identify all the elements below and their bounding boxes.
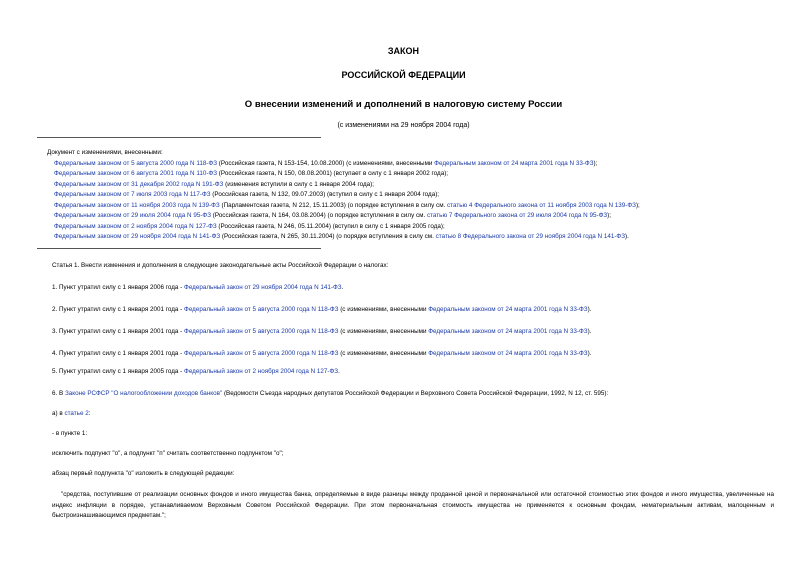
amendments-heading: Документ с изменениями, внесенными: — [47, 149, 163, 156]
amendment-text: (Российская газета, N 150, 08.08.2001) (вступает в силу с 1 января 2002 года); — [217, 170, 449, 177]
amendments-list — [47, 148, 767, 243]
amendment-item — [47, 201, 767, 212]
amendment-link[interactable]: Федеральным законом от 7 июля 2003 года N 117-ФЗ — [54, 191, 211, 198]
amendment-item — [47, 180, 767, 191]
amendment-text: (Российская газета, N 132, 09.07.2003) (вступил в силу с 1 января 2004 года); — [210, 191, 440, 198]
amendment-text: (Российская газета, N 246, 05.11.2004) (вступил в силу с 1 января 2005 года); — [216, 222, 445, 230]
paragraph-tail: . — [341, 284, 344, 291]
law-subtitle: РОССИЙСКОЙ ФЕДЕРАЦИИ — [341, 70, 466, 80]
law-name: О внесении изменений и дополнений в налоговую систему России — [244, 99, 563, 110]
paragraph-link[interactable]: Федеральный закон от 5 августа 2000 года N 118-ФЗ — [184, 350, 339, 357]
amendment-tail: ). — [625, 233, 629, 240]
amendment-link[interactable]: Федеральным законом от 29 июля 2004 года N 95-ФЗ — [54, 212, 212, 219]
amendment-item — [47, 159, 767, 170]
paragraph-link[interactable]: Федеральный закон от 29 ноября 2004 года N 141-ФЗ — [184, 284, 342, 291]
amendment-link[interactable]: Федеральным законом от 29 ноября 2004 года N 141-ФЗ — [54, 233, 221, 240]
amendment-text: (изменения вступили в силу с 1 января 2004 года); — [223, 180, 375, 188]
paragraph-text: а) в — [52, 410, 65, 417]
amendment-link-secondary[interactable]: статью 4 Федерального закона от 11 ноября 2003 года N 139-ФЗ — [447, 201, 636, 209]
amendment-link-secondary[interactable]: статью 7 Федерального закона от 29 июля 2004 года N 95-ФЗ — [426, 212, 608, 219]
exclusion-note: исключить подпункт "о", а подпункт "п" считать соответственно подпунктом "о"; — [52, 450, 284, 457]
divider-bottom — [37, 248, 321, 249]
paragraph-2 — [52, 306, 591, 313]
amendment-link[interactable]: Федеральным законом от 31 декабря 2002 года N 191-ФЗ — [54, 180, 224, 188]
paragraph-link[interactable]: Законе РСФСР "О налогообложении доходов банков" — [64, 390, 223, 397]
paragraph-link[interactable]: Федеральный закон от 5 августа 2000 года N 118-ФЗ — [184, 306, 339, 313]
clause-1-note: - в пункте 1: — [52, 430, 88, 437]
paragraph-6 — [52, 390, 608, 397]
divider-top — [37, 137, 321, 138]
law-title: ЗАКОН — [387, 46, 420, 56]
redaction-note: абзац первый подпункта "о" изложить в следующей редакции: — [52, 470, 235, 477]
paragraph-link-secondary[interactable]: Федеральным законом от 24 марта 2001 года N 33-ФЗ — [428, 350, 588, 357]
amendment-text: (Парламентская газета, N 212, 15.11.2003) (о порядке вступления в силу см. — [219, 201, 448, 209]
paragraph-4 — [52, 350, 591, 357]
paragraph-tail: . — [338, 368, 340, 375]
amendment-tail: ); — [593, 159, 598, 167]
edition-note: (с изменениями на 29 ноября 2004 года) — [337, 122, 470, 129]
amendment-item — [47, 190, 767, 201]
amendment-link-secondary[interactable]: Федеральным законом от 24 марта 2001 года N 33-ФЗ — [434, 159, 594, 167]
paragraph-link-secondary[interactable]: Федеральным законом от 24 марта 2001 года N 33-ФЗ — [428, 306, 588, 313]
amendment-text: (Российская газета, N 164, 03.08.2004) (о порядке вступления в силу см. — [211, 212, 427, 219]
paragraph-text: 2. Пункт утратил силу с 1 января 2001 года - — [52, 306, 185, 313]
article-1-heading: Статья 1. Внести изменения и дополнения в следующие законодательные акты Российской Федерации о налогах: — [52, 262, 389, 269]
subparagraph-a — [52, 410, 90, 417]
paragraph-mid: (с изменениями, внесенными — [338, 328, 429, 335]
amendment-tail: ); — [607, 212, 612, 219]
paragraph-5 — [52, 368, 340, 375]
quoted-text: "средства, поступившие от реализации основных фондов и иного имущества банка, определяемые в виде разницы между проданной ценой и первоначальной или остаточной стоимостью этих фондов и иного имущества, увеличенные на индекс инфляции в порядке, устанавливаемом Верховным Советом Российской Федерации. При этом первоначальная стоимость имущества не применяется к основным фондам, нематериальным активам, малоценным и быстроизнашивающимся предметам."; — [52, 491, 774, 519]
amendment-link[interactable]: Федеральным законом от 5 августа 2000 года N 118-ФЗ — [54, 159, 218, 167]
amendment-item — [47, 232, 767, 243]
amendment-item — [47, 211, 767, 222]
paragraph-tail: : — [88, 410, 91, 417]
paragraph-text: 4. Пункт утратил силу с 1 января 2001 года - — [52, 350, 185, 357]
paragraph-tail: (Ведомости Съезда народных депутатов Российской Федерации и Верховного Совета Российской Федерации, 1992, N 12, ст. 595): — [222, 390, 609, 397]
paragraph-text: 1. Пункт утратил силу с 1 января 2006 года - — [52, 284, 185, 291]
paragraph-tail: ). — [587, 350, 592, 357]
paragraph-text: 5. Пункт утратил силу с 1 января 2005 года - — [52, 368, 185, 375]
paragraph-tail: ). — [587, 328, 592, 335]
amendment-item — [47, 169, 767, 180]
paragraph-mid: (с изменениями, внесенными — [338, 350, 429, 357]
amendment-tail: ); — [635, 201, 640, 209]
amendment-link[interactable]: Федеральным законом от 2 ноября 2004 года N 127-ФЗ — [54, 222, 217, 230]
paragraph-link[interactable]: Федеральный закон от 5 августа 2000 года N 118-ФЗ — [184, 328, 339, 335]
paragraph-link[interactable]: Федеральный закон от 2 ноября 2004 года N 127-ФЗ — [184, 368, 339, 375]
amendment-item — [47, 222, 767, 233]
paragraph-link-secondary[interactable]: Федеральным законом от 24 марта 2001 года N 33-ФЗ — [428, 328, 588, 335]
paragraph-mid: (с изменениями, внесенными — [338, 306, 429, 313]
paragraph-text: 3. Пункт утратил силу с 1 января 2001 года - — [52, 328, 185, 335]
amendment-link[interactable]: Федеральным законом от 11 ноября 2003 года N 139-ФЗ — [54, 201, 220, 209]
amendment-text: (Российская газета, N 265, 30.11.2004) (о порядке вступления в силу см. — [220, 233, 436, 240]
paragraph-3 — [52, 328, 591, 335]
paragraph-1 — [52, 284, 343, 291]
amendment-link[interactable]: Федеральным законом от 6 августа 2001 года N 110-ФЗ — [54, 170, 218, 177]
paragraph-tail: ). — [587, 306, 592, 313]
amendment-link-secondary[interactable]: статью 8 Федерального закона от 29 ноября 2004 года N 141-ФЗ — [435, 233, 626, 240]
amendment-text: (Российская газета, N 153-154, 10.08.2000) (с изменениями, внесенными — [217, 159, 435, 167]
paragraph-link[interactable]: статье 2 — [64, 410, 89, 417]
paragraph-text: 6. В — [52, 390, 65, 397]
